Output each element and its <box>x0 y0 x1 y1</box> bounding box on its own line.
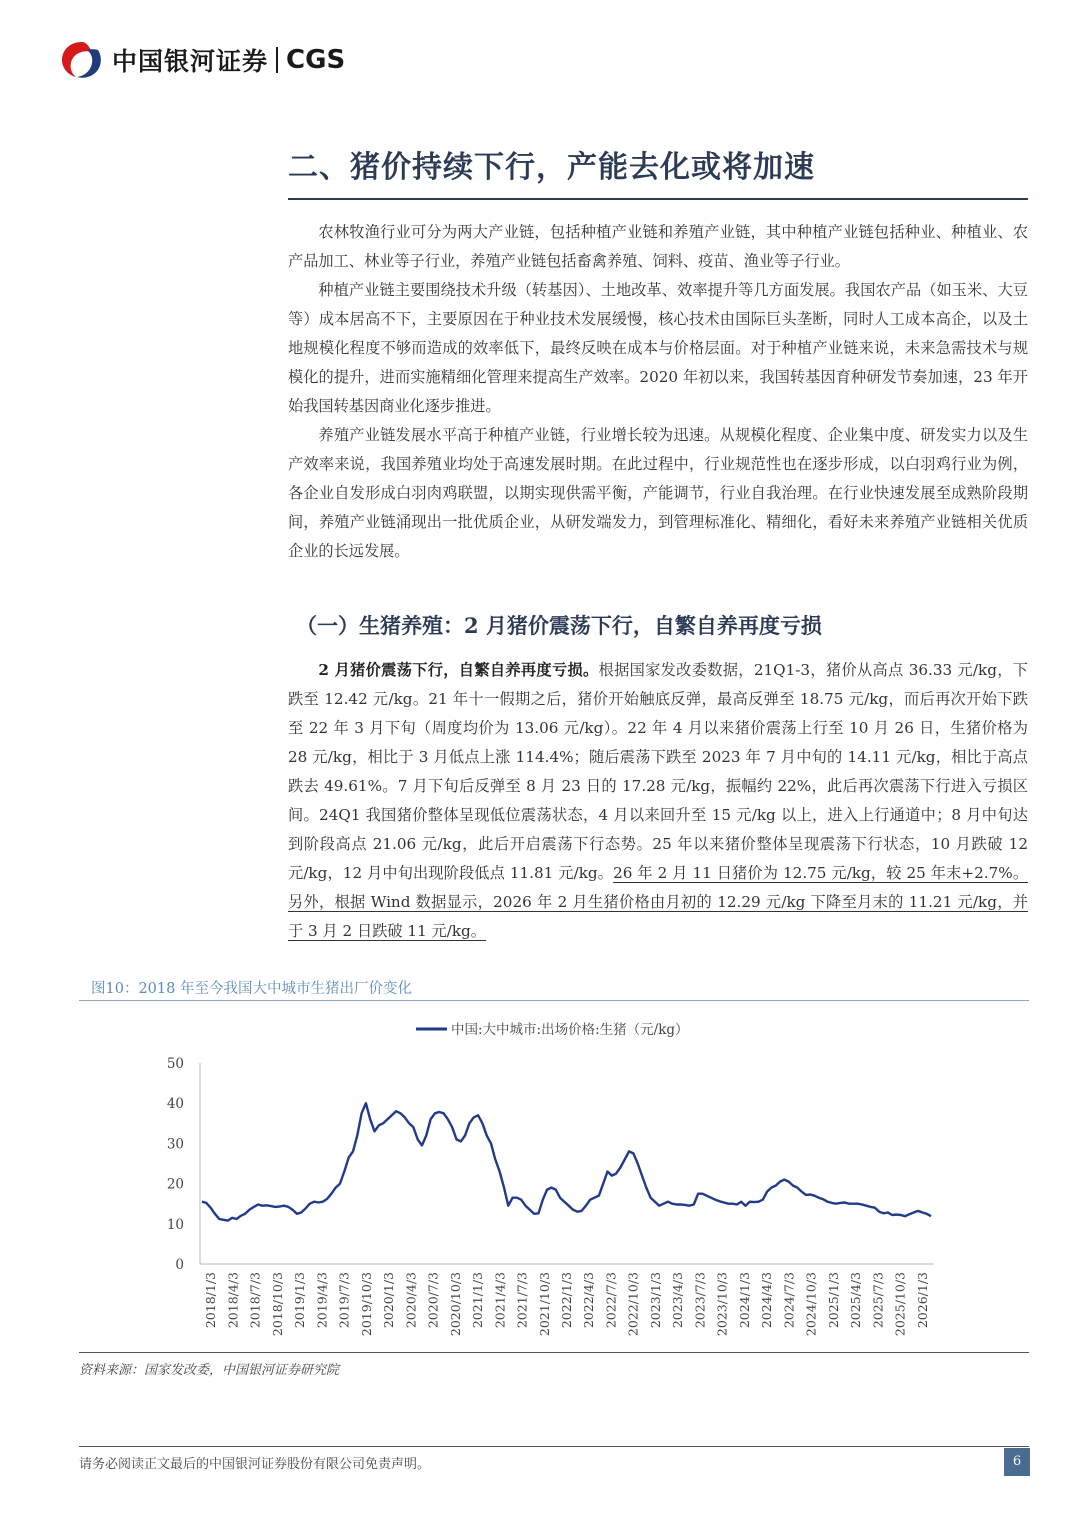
brand-name-cn: 中国银河证券 <box>112 47 269 76</box>
x-tick-label: 2025/1/3 <box>825 1272 841 1329</box>
underlined-text: 26 年 2 月 11 日猪价为 12.75 元/kg，较 25 年末+2.7%。另外，根据 Wind 数据显示，2026 年 2 月生猪价格由月初的 12.29 元/kg 下降至月末的 11.21 元/kg，并于 3 月 2 日跌破 11 元/kg。 <box>288 864 1029 940</box>
x-tick-label: 2021/7/3 <box>514 1272 530 1329</box>
x-tick-label: 2024/1/3 <box>736 1272 752 1329</box>
brand-logo <box>60 40 345 80</box>
x-tick-label: 2020/10/3 <box>447 1272 463 1337</box>
x-tick-label: 2022/7/3 <box>603 1272 619 1329</box>
cgs-logo-icon <box>60 40 104 80</box>
y-tick-label: 40 <box>166 1096 184 1113</box>
paragraph-2: 种植产业链主要围绕技术升级（转基因）、土地改革、效率提升等几方面发展。我国农产品（如玉米、大豆等）成本居高不下，主要原因在于种业技术发展缓慢，核心技术由国际巨头垄断，同时人工成本高企，以及土地规模化程度不够而造成的效率低下，最终反映在成本与价格层面。对于种植产业链来说，未来急需技术与规模化的提升，进而实施精细化管理来提高生产效率。2020 年初以来，我国转基因育种研发节奏加速，23 年开始我国转基因商业化逐步推进。 <box>288 281 1028 415</box>
page-number: 6 <box>1004 1448 1030 1476</box>
x-tick-label: 2023/1/3 <box>647 1272 663 1329</box>
x-tick-label: 2023/10/3 <box>714 1272 730 1337</box>
x-tick-label: 2022/4/3 <box>581 1272 597 1329</box>
x-tick-label: 2018/1/3 <box>203 1272 219 1329</box>
paragraph-1: 农林牧渔行业可分为两大产业链，包括种植产业链和养殖产业链，其中种植产业链包括种业、种植业、农产品加工、林业等子行业，养殖产业链包括畜禽养殖、饲料、疫苗、渔业等子行业。 <box>288 223 1028 270</box>
x-tick-label: 2024/4/3 <box>759 1272 775 1329</box>
x-tick-label: 2021/4/3 <box>492 1272 508 1329</box>
x-tick-label: 2023/7/3 <box>692 1272 708 1329</box>
figure-top-rule <box>79 1000 1029 1001</box>
figure-title: 图10：2018 年至今我国大中城市生猪出厂价变化 <box>91 981 412 997</box>
section-title: 二、猪价持续下行，产能去化或将加速 <box>288 150 815 185</box>
x-tick-label: 2019/4/3 <box>314 1272 330 1329</box>
y-tick-label: 10 <box>166 1216 184 1233</box>
y-tick-label: 30 <box>166 1136 184 1153</box>
title-divider <box>288 198 1028 200</box>
x-tick-label: 2020/1/3 <box>381 1272 397 1329</box>
x-tick-label: 2018/4/3 <box>225 1272 241 1329</box>
x-tick-label: 2024/10/3 <box>803 1272 819 1337</box>
x-tick-label: 2022/10/3 <box>625 1272 641 1337</box>
footer-disclaimer: 请务必阅读正文最后的中国银河证券股份有限公司免责声明。 <box>79 1457 431 1472</box>
x-tick-label: 2019/1/3 <box>292 1272 308 1329</box>
subsection-paragraph <box>288 656 1028 946</box>
y-axis <box>167 1056 200 1273</box>
x-tick-label: 2025/4/3 <box>848 1272 864 1329</box>
subsection-title: （一）生猪养殖：2 月猪价震荡下行，自繁自养再度亏损 <box>296 613 822 638</box>
x-tick-label: 2019/10/3 <box>358 1272 374 1337</box>
x-tick-label: 2022/1/3 <box>559 1272 574 1329</box>
series-line <box>202 1103 931 1220</box>
x-tick-label: 2021/1/3 <box>470 1272 486 1329</box>
x-axis <box>200 1264 934 1336</box>
section-body <box>288 218 1028 566</box>
y-tick-label: 20 <box>166 1176 184 1193</box>
paragraph-3: 养殖产业链发展水平高于种植产业链，行业增长较为迅速。从规模化程度、企业集中度、研发实力以及生产效率来说，我国养殖业均处于高速发展时期。在此过程中，行业规范性也在逐步形成，以白羽鸡行业为例，各企业自发形成白羽肉鸡联盟，以期实现供需平衡，产能调节，行业自我治理。在行业快速发展至成熟阶段期间，养殖产业链涌现出一批优质企业，从研发端发力，到管理标准化、精细化，看好未来养殖产业链相关优质企业的长远发展。 <box>288 426 1028 560</box>
x-tick-label: 2018/10/3 <box>269 1272 285 1337</box>
x-tick-label: 2024/7/3 <box>781 1272 797 1329</box>
y-tick-label: 0 <box>175 1257 184 1273</box>
x-tick-label: 2025/7/3 <box>870 1272 886 1329</box>
x-tick-label: 2020/7/3 <box>425 1272 441 1329</box>
legend-label: 中国:大中城市:出场价格:生猪（元/kg） <box>451 1022 689 1038</box>
chart-legend <box>416 1021 689 1038</box>
x-tick-label: 2025/10/3 <box>892 1272 908 1337</box>
subsection-body <box>288 656 1028 946</box>
x-tick-label: 2019/7/3 <box>336 1272 352 1329</box>
x-tick-label: 2020/4/3 <box>403 1272 419 1329</box>
pig-price-chart <box>79 1004 1029 1350</box>
x-tick-label: 2023/4/3 <box>670 1272 686 1329</box>
x-tick-label: 2021/10/3 <box>536 1272 552 1337</box>
brand-divider <box>276 47 278 73</box>
lead-bold: 2 月猪价震荡下行，自繁自养再度亏损。 <box>318 661 599 679</box>
figure-source: 资料来源：国家发改委，中国银河证券研究院 <box>79 1363 340 1378</box>
x-tick-label: 2018/7/3 <box>247 1272 263 1329</box>
y-tick-label: 50 <box>166 1056 184 1072</box>
x-tick-label: 2026/1/3 <box>914 1272 930 1329</box>
footer-rule <box>79 1446 1029 1447</box>
figure-bottom-rule <box>79 1352 1029 1353</box>
subsection-text: 根据国家发改委数据，21Q1-3，猪价从高点 36.33 元/kg，下跌至 12.42 元/kg。21 年十一假期之后，猪价开始触底反弹，最高反弹至 18.75 元/kg，而后再次开始下跌至 22 年 3 月下旬（周度均价为 13.06 元/kg）。22 年 4 月以来猪价震荡上行至 10 月 26 日，生猪价格为 28 元/kg，相比于 3 月低点上涨 114.4%；随后震荡下跌至 2023 年 7 月中旬的 14.11 元/kg，相比于高点跌去 49.61%。7 月下旬后反弹至 8 月 23 日的 17.28 元/kg，振幅约 22%，此后再次震荡下行进入亏损区间。24Q1 我国猪价整体呈现低位震荡状态，4 月以来回升至 15 元/kg 以上，进入上行通道中；8 月中旬达到阶段高点 21.06 元/kg，此后开启震荡下行态势。25 年以来猪价整体呈现震荡下行状态，10 月跌破 12 元/kg，12 月中旬出现阶段低点 11.81 元/kg。 <box>288 661 1028 882</box>
brand-name-en: CGS <box>286 45 346 75</box>
